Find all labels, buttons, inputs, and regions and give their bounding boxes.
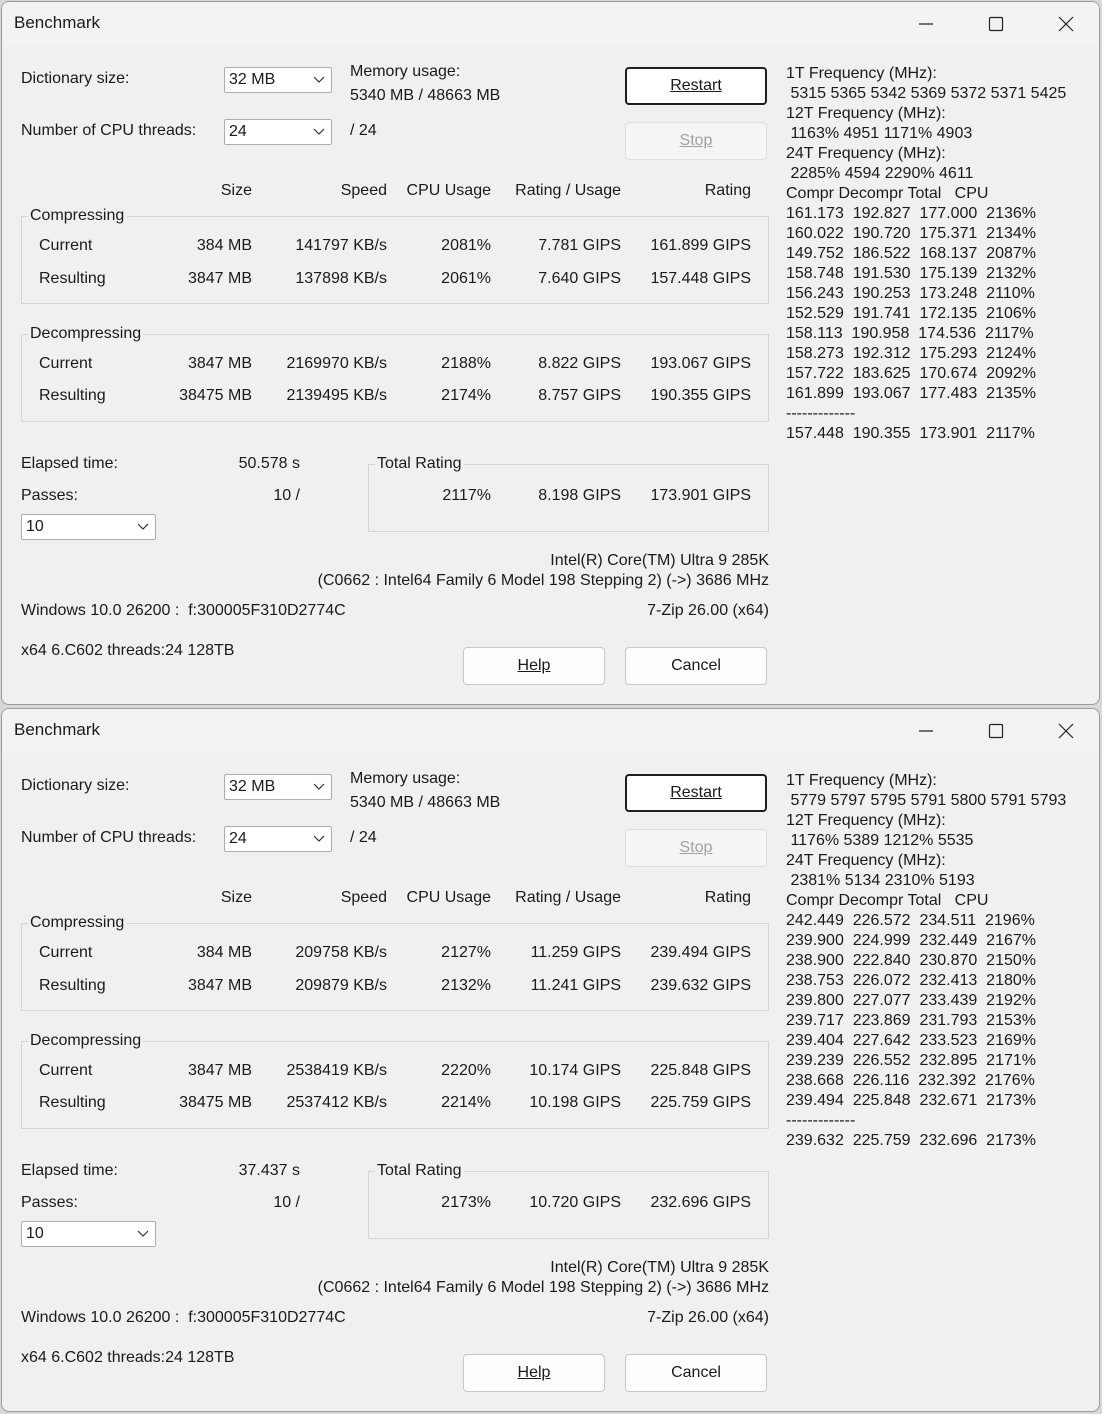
frequency-log-line: Compr Decompr Total CPU <box>786 892 989 909</box>
row-label: Current <box>39 237 93 254</box>
memory-usage-label: Memory usage: <box>350 770 461 787</box>
frequency-log-line: 156.243 190.253 173.248 2110% <box>786 285 1035 302</box>
size-cell: 38475 MB <box>179 1094 252 1111</box>
passes-select-value: 10 <box>26 1225 44 1242</box>
total-rating-usage: 8.198 GIPS <box>538 487 621 504</box>
frequency-log-line: 238.668 226.116 232.392 2176% <box>786 1072 1035 1089</box>
speed-cell: 209758 KB/s <box>295 944 387 961</box>
frequency-log-line: 157.722 183.625 170.674 2092% <box>786 365 1036 382</box>
cpu-usage-cell: 2127% <box>441 944 491 961</box>
frequency-log-line: 239.900 224.999 232.449 2167% <box>786 932 1036 949</box>
frequency-log-line: 5315 5365 5342 5369 5372 5371 5425 <box>786 85 1067 102</box>
decompressing-group <box>21 1041 769 1129</box>
rating-usage-cell: 8.822 GIPS <box>538 355 621 372</box>
total-rating-value: 173.901 GIPS <box>650 487 751 504</box>
frequency-log-line: 239.632 225.759 232.696 2173% <box>786 1132 1036 1149</box>
decompressing-label: Decompressing <box>30 1032 142 1049</box>
title-bar <box>2 2 1099 46</box>
compressing-group <box>21 216 769 304</box>
passes-select-value: 10 <box>26 518 44 535</box>
cpu-threads-label: Number of CPU threads: <box>21 122 197 139</box>
frequency-log-panel <box>786 771 1086 1151</box>
maximize-icon <box>988 16 1004 32</box>
header-rating-usage: Rating / Usage <box>515 889 621 906</box>
rating-cell: 239.632 GIPS <box>650 977 751 994</box>
size-cell: 3847 MB <box>187 270 252 287</box>
close-icon <box>1058 723 1074 739</box>
cpu-threads-value: 24 <box>229 123 247 140</box>
cancel-button[interactable] <box>625 647 767 685</box>
frequency-log-line: 239.800 227.077 233.439 2192% <box>786 992 1036 1009</box>
cpu-threads-select[interactable] <box>224 119 332 145</box>
speed-cell: 2537412 KB/s <box>286 1094 387 1111</box>
frequency-log-line: 1T Frequency (MHz): <box>786 65 937 82</box>
rating-usage-cell: 11.241 GIPS <box>530 977 621 994</box>
total-rating-value: 232.696 GIPS <box>650 1194 751 1211</box>
cpu-threads-value: 24 <box>229 830 247 847</box>
header-rating: Rating <box>704 182 751 199</box>
dictionary-size-value: 32 MB <box>229 71 276 88</box>
maximize-button[interactable] <box>966 709 1026 753</box>
total-cpu-usage: 2173% <box>441 1194 491 1211</box>
cpu-usage-cell: 2061% <box>441 270 491 287</box>
header-speed: Speed <box>340 182 387 199</box>
row-label: Resulting <box>39 1094 106 1111</box>
frequency-log-line: 158.113 190.958 174.536 2117% <box>786 325 1034 342</box>
chevron-down-icon <box>313 76 325 84</box>
row-label: Current <box>39 1062 93 1079</box>
rating-usage-cell: 10.174 GIPS <box>529 1062 621 1079</box>
rating-cell: 193.067 GIPS <box>650 355 751 372</box>
header-rating: Rating <box>704 889 751 906</box>
os-info: Windows 10.0 26200 : f:300005F310D2774C <box>21 602 346 619</box>
dictionary-size-value: 32 MB <box>229 778 276 795</box>
title-bar <box>2 709 1099 753</box>
passes-select[interactable] <box>21 514 156 540</box>
cpu-usage-cell: 2214% <box>441 1094 491 1111</box>
frequency-log-line: 24T Frequency (MHz): <box>786 852 946 869</box>
elapsed-time-label: Elapsed time: <box>21 1162 118 1179</box>
elapsed-time-label: Elapsed time: <box>21 455 118 472</box>
rating-usage-cell: 7.640 GIPS <box>538 270 621 287</box>
help-button[interactable] <box>463 647 605 685</box>
close-button[interactable] <box>1036 2 1096 46</box>
passes-value: 10 / <box>273 487 300 504</box>
minimize-icon <box>918 723 934 739</box>
frequency-log-line: 149.752 186.522 168.137 2087% <box>786 245 1036 262</box>
header-cpu-usage: CPU Usage <box>406 889 491 906</box>
header-rating-usage: Rating / Usage <box>515 182 621 199</box>
total-rating-usage: 10.720 GIPS <box>529 1194 621 1211</box>
version-info: 7-Zip 26.00 (x64) <box>647 602 769 619</box>
cpu-name: Intel(R) Core(TM) Ultra 9 285K <box>550 1259 769 1276</box>
frequency-log-line: 238.753 226.072 232.413 2180% <box>786 972 1036 989</box>
rating-cell: 190.355 GIPS <box>650 387 751 404</box>
rating-usage-cell: 10.198 GIPS <box>529 1094 621 1111</box>
row-label: Current <box>39 944 93 961</box>
compressing-label: Compressing <box>30 207 125 224</box>
maximize-icon <box>988 723 1004 739</box>
frequency-log-line: 239.494 225.848 232.671 2173% <box>786 1092 1036 1109</box>
cpu-name: Intel(R) Core(TM) Ultra 9 285K <box>550 552 769 569</box>
dictionary-size-select[interactable] <box>224 774 332 800</box>
version-info: 7-Zip 26.00 (x64) <box>647 1309 769 1326</box>
frequency-log-line: 24T Frequency (MHz): <box>786 145 946 162</box>
header-size: Size <box>220 182 252 199</box>
row-label: Resulting <box>39 270 106 287</box>
elapsed-time-value: 50.578 s <box>238 455 300 472</box>
speed-cell: 2139495 KB/s <box>286 387 387 404</box>
frequency-log-line: 1163% 4951 1171% 4903 <box>786 125 973 142</box>
size-cell: 38475 MB <box>179 387 252 404</box>
size-cell: 384 MB <box>196 237 252 254</box>
elapsed-time-value: 37.437 s <box>238 1162 300 1179</box>
frequency-log-line: 160.022 190.720 175.371 2134% <box>786 225 1036 242</box>
close-icon <box>1058 16 1074 32</box>
stop-label: Stop <box>679 132 713 149</box>
stop-label: Stop <box>679 839 713 856</box>
rating-cell: 239.494 GIPS <box>650 944 751 961</box>
help-label: Help <box>517 657 551 674</box>
passes-label: Passes: <box>21 1194 78 1211</box>
cpu-usage-cell: 2188% <box>441 355 491 372</box>
size-cell: 384 MB <box>196 944 252 961</box>
frequency-log-line: 158.273 192.312 175.293 2124% <box>786 345 1036 362</box>
help-label: Help <box>517 1364 551 1381</box>
rating-cell: 161.899 GIPS <box>650 237 751 254</box>
benchmark-window-2 <box>1 708 1100 1412</box>
cpu-threads-total: / 24 <box>350 122 377 139</box>
dictionary-size-label: Dictionary size: <box>21 777 130 794</box>
frequency-log-line: 161.899 193.067 177.483 2135% <box>786 385 1036 402</box>
frequency-log-line: 5779 5797 5795 5791 5800 5791 5793 <box>786 792 1067 809</box>
chevron-down-icon <box>313 783 325 791</box>
frequency-log-line: 12T Frequency (MHz): <box>786 812 946 829</box>
memory-usage-value: 5340 MB / 48663 MB <box>350 794 501 811</box>
cancel-label: Cancel <box>671 657 721 674</box>
total-cpu-usage: 2117% <box>442 487 491 504</box>
minimize-button[interactable] <box>896 2 956 46</box>
maximize-button[interactable] <box>966 2 1026 46</box>
total-rating-label: Total Rating <box>377 1162 462 1179</box>
frequency-log-line: 152.529 191.741 172.135 2106% <box>786 305 1036 322</box>
minimize-button[interactable] <box>896 709 956 753</box>
total-rating-label: Total Rating <box>377 455 462 472</box>
frequency-log-line: 158.748 191.530 175.139 2132% <box>786 265 1036 282</box>
cpu-threads-total: / 24 <box>350 829 377 846</box>
chevron-down-icon <box>137 523 149 531</box>
compressing-label: Compressing <box>30 914 125 931</box>
restart-label: Restart <box>670 77 722 94</box>
frequency-log-line: 239.404 227.642 233.523 2169% <box>786 1032 1036 1049</box>
cpu-usage-cell: 2220% <box>441 1062 491 1079</box>
restart-button[interactable] <box>625 67 767 105</box>
help-button[interactable] <box>463 1354 605 1392</box>
passes-select[interactable] <box>21 1221 156 1247</box>
rating-usage-cell: 11.259 GIPS <box>530 944 621 961</box>
frequency-log-line: 161.173 192.827 177.000 2136% <box>786 205 1036 222</box>
passes-value: 10 / <box>273 1194 300 1211</box>
restart-button[interactable] <box>625 774 767 812</box>
header-speed: Speed <box>340 889 387 906</box>
frequency-log-line: 12T Frequency (MHz): <box>786 105 946 122</box>
frequency-log-line: 2381% 5134 2310% 5193 <box>786 872 975 889</box>
window-title: Benchmark <box>14 720 100 739</box>
stop-button[interactable] <box>625 122 767 160</box>
chevron-down-icon <box>313 835 325 843</box>
rating-usage-cell: 8.757 GIPS <box>538 387 621 404</box>
dictionary-size-label: Dictionary size: <box>21 70 130 87</box>
header-size: Size <box>220 889 252 906</box>
restart-label: Restart <box>670 784 722 801</box>
header-cpu-usage: CPU Usage <box>406 182 491 199</box>
size-cell: 3847 MB <box>187 355 252 372</box>
decompressing-group <box>21 334 769 422</box>
system-info: x64 6.C602 threads:24 128TB <box>21 1349 235 1366</box>
os-info: Windows 10.0 26200 : f:300005F310D2774C <box>21 1309 346 1326</box>
speed-cell: 209879 KB/s <box>295 977 387 994</box>
frequency-log-line: ------------- <box>786 405 856 422</box>
memory-usage-value: 5340 MB / 48663 MB <box>350 87 501 104</box>
frequency-log-line: 239.239 226.552 232.895 2171% <box>786 1052 1036 1069</box>
minimize-icon <box>918 16 934 32</box>
size-cell: 3847 MB <box>187 1062 252 1079</box>
rating-cell: 225.759 GIPS <box>650 1094 751 1111</box>
benchmark-window-1 <box>1 1 1100 705</box>
memory-usage-label: Memory usage: <box>350 63 461 80</box>
frequency-log-line: 157.448 190.355 173.901 2117% <box>786 425 1035 442</box>
frequency-log-line: 1176% 5389 1212% 5535 <box>786 832 974 849</box>
cancel-label: Cancel <box>671 1364 721 1381</box>
decompressing-label: Decompressing <box>30 325 142 342</box>
frequency-log-line: Compr Decompr Total CPU <box>786 185 989 202</box>
passes-label: Passes: <box>21 487 78 504</box>
cpu-threads-select[interactable] <box>224 826 332 852</box>
speed-cell: 2169970 KB/s <box>286 355 387 372</box>
row-label: Current <box>39 355 93 372</box>
frequency-log-line: 242.449 226.572 234.511 2196% <box>786 912 1035 929</box>
cpu-usage-cell: 2174% <box>441 387 491 404</box>
cpu-detail: (C0662 : Intel64 Family 6 Model 198 Stepping 2) (->) 3686 MHz <box>317 572 769 589</box>
cpu-usage-cell: 2132% <box>441 977 491 994</box>
size-cell: 3847 MB <box>187 977 252 994</box>
frequency-log-line: 2285% 4594 2290% 4611 <box>786 165 974 182</box>
row-label: Resulting <box>39 387 106 404</box>
cpu-threads-label: Number of CPU threads: <box>21 829 197 846</box>
close-button[interactable] <box>1036 709 1096 753</box>
frequency-log-line: 238.900 222.840 230.870 2150% <box>786 952 1036 969</box>
rating-cell: 225.848 GIPS <box>650 1062 751 1079</box>
frequency-log-panel <box>786 64 1086 444</box>
cpu-usage-cell: 2081% <box>441 237 491 254</box>
frequency-log-line: ------------- <box>786 1112 856 1129</box>
speed-cell: 2538419 KB/s <box>286 1062 387 1079</box>
cancel-button[interactable] <box>625 1354 767 1392</box>
system-info: x64 6.C602 threads:24 128TB <box>21 642 235 659</box>
rating-cell: 157.448 GIPS <box>650 270 751 287</box>
speed-cell: 137898 KB/s <box>295 270 387 287</box>
frequency-log-line: 1T Frequency (MHz): <box>786 772 937 789</box>
frequency-log-line: 239.717 223.869 231.793 2153% <box>786 1012 1036 1029</box>
speed-cell: 141797 KB/s <box>295 237 387 254</box>
rating-usage-cell: 7.781 GIPS <box>538 237 621 254</box>
stop-button[interactable] <box>625 829 767 867</box>
chevron-down-icon <box>137 1230 149 1238</box>
compressing-group <box>21 923 769 1011</box>
chevron-down-icon <box>313 128 325 136</box>
cpu-detail: (C0662 : Intel64 Family 6 Model 198 Stepping 2) (->) 3686 MHz <box>317 1279 769 1296</box>
row-label: Resulting <box>39 977 106 994</box>
window-title: Benchmark <box>14 13 100 32</box>
dictionary-size-select[interactable] <box>224 67 332 93</box>
